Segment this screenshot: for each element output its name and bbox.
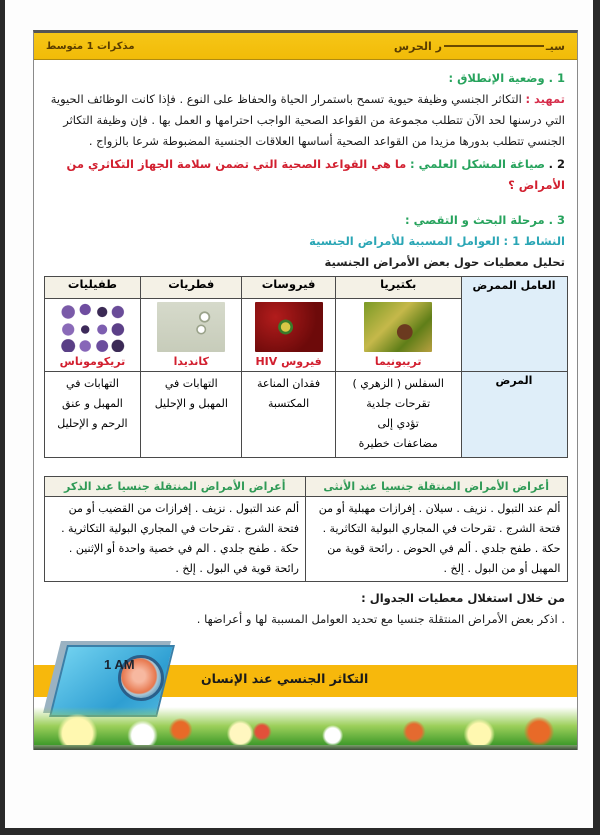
disease-line: تقرحات جلدية [366,397,431,410]
pathogen-name: تريبونيما [374,355,422,368]
banner-baseline [34,745,577,750]
female-symptoms-header: أعراض الأمراض المنتقلة جنسيا عند الأنثى [306,477,568,497]
pathogens-table [44,276,568,458]
category-bacteria: بكتيريا [335,277,461,299]
section1-heading: 1 . وضعية الإنطلاق : [448,71,565,85]
disease-cell-parasite [44,372,141,458]
activity-title: العوامل المسببة للأمراض الجنسية [309,234,500,248]
hiv-micrograph-image [255,302,323,352]
exploitation-task: . اذكر بعض الأمراض المنتقلة جنسيا مع تحديد العوامل المسببة لها و أعراضها . [196,612,565,626]
section2-heading: صياغة المشكل العلمي : [409,157,545,171]
category-parasites: طفيليات [44,277,141,299]
flower-grass-decoration [34,707,577,745]
disease-line: المكتسبة [267,397,310,410]
female-symptoms-text: ألم عند التبول . نزيف . سيلان . إفرازات مهبلية أو من فتحة الشرج . تقرحات في المجاري البولية التكاثرية . حكة . طفح جلدي . ألم في الحوض . رائحة قوية من المهبل أو من البول . إلخ . [306,497,568,582]
exploitation-heading: من خلال استغلال معطيات الجدوال : [361,591,565,605]
disease-line: المهبل و الإحليل [154,397,228,410]
pathogen-name: كانديدا [173,355,209,368]
disease-line: التهابات في [66,377,119,390]
male-symptoms-text: ألم عند التبول . نزيف . إفرازات من القضيب أو من فتحة الشرج . تقرحات في المجاري البولية التكاثرية . حكة . طفح جلدي . الم في خصية واحدة أو الإثنين . رائحة قوية في البول . إلخ . [44,497,306,582]
exploitation-block [34,584,577,630]
trichomonas-micrograph-image [58,302,126,352]
symptoms-table [44,476,568,582]
pathogen-name: فيروس HIV [255,355,322,368]
disease-line: التهابات في [164,377,218,390]
intro-label: تمهيد : [525,92,565,106]
pathogen-cell-bacteria [335,299,461,372]
category-viruses: فيروسات [242,277,336,299]
disease-cell-virus [242,372,336,458]
bacteria-micrograph-image [364,302,432,352]
category-fungi: فطريات [141,277,242,299]
analysis-line: تحليل معطيات حول بعض الأمراض الجنسية [324,255,565,269]
header-notes-label: مذكرات 1 متوسط [46,40,135,52]
section2-line [46,154,565,196]
disease-cell-fungus [141,372,242,458]
spacer [46,196,565,210]
row-header-agent: العامل الممرض [461,277,567,372]
worksheet-frame [33,30,578,750]
table-row-categories [44,277,567,299]
disease-line: السفلس ( الزهري ) [352,377,444,390]
header-brand [394,40,565,53]
table-row-headers [44,477,567,497]
intro-text: التكاثر الجنسي وظيفة حيوية تسمح باستمرار الحياة والحفاظ على النوع . فإذا كانت الوظائف الحيوية التي درسنها لحد الآن تتطلب مجموعة من القواعد الصحية الواجب احترامها و العمل بها . فإن وظيفة التكاثر الجنسي تتطلب بدورها مزيدا من القواعد الصحية أساسها العلاقات الجنسية المضبوطة شرعا بالزواج . [50,92,565,148]
section3-heading: 3 . مرحلة البحث و التقصي : [405,213,565,227]
section2-number: 2 . [548,157,565,171]
candida-micrograph-image [157,302,225,352]
disease-line: الرحم و الإحليل [57,417,128,430]
worksheet-content [34,60,577,273]
pathogen-cell-parasite [44,299,141,372]
male-symptoms-header: أعراض الأمراض المنتقلة جنسيا عند الذكر [44,477,306,497]
disease-line: مضاعفات خطيرة [358,437,438,450]
header-bar [34,33,577,60]
brand-prefix: سيـ [545,39,565,53]
disease-line: تؤدي إلى [377,417,419,430]
pathogen-cell-fungus [141,299,242,372]
scientific-question: ما هي القواعد الصحية التي تضمن سلامة الجهاز التكاثري من الأمراض ؟ [66,157,565,192]
brand-suffix: ر الحرس [393,39,442,53]
pathogen-cell-virus [242,299,336,372]
intro-paragraph [46,89,565,152]
disease-cell-bacteria [335,372,461,458]
activity-label: النشاط 1 : [503,234,565,248]
table-row-symptoms [44,497,567,582]
pathogen-name: تريكوموناس [59,355,126,368]
table-row-diseases [44,372,567,458]
disease-line: فقدان المناعة [256,377,321,390]
activity-line [46,231,565,252]
footer-banner [34,633,577,750]
banner-level-label: 1 AM [104,657,135,672]
document-page [5,0,593,828]
banner-title: التكاثر الجنسي عند الإنسان [201,671,369,686]
brand-stretch-line [444,45,544,47]
disease-line: المهبل و عنق [62,397,123,410]
row-header-disease: المرض [461,372,567,458]
